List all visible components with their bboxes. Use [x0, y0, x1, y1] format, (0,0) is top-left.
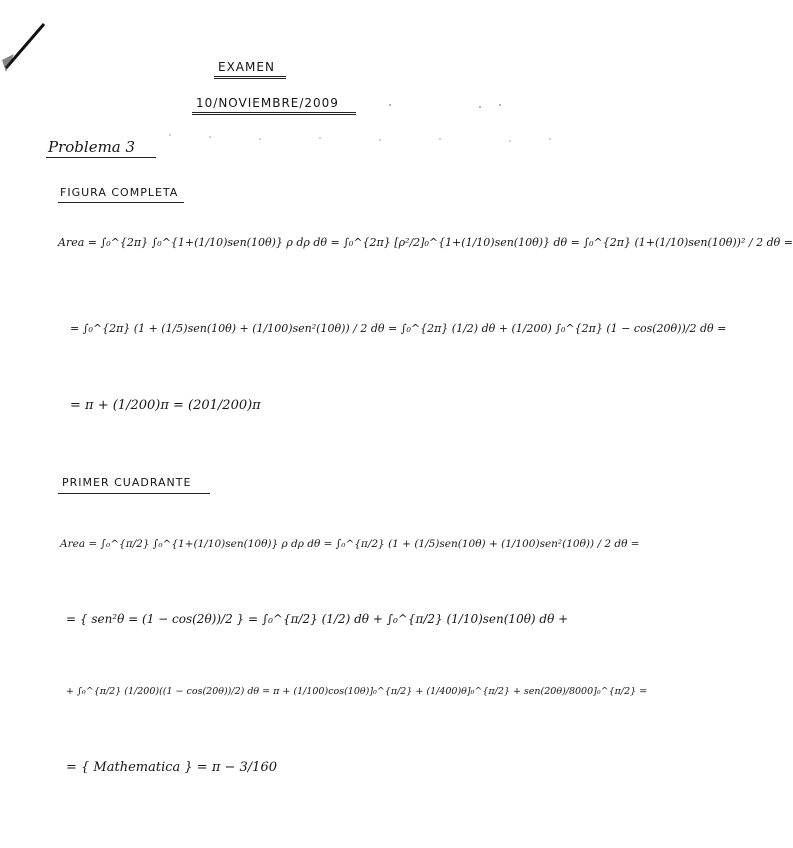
section-heading-underline-2	[58, 493, 210, 494]
primer-cuadrante-line-4: = { Mathematica } = π − 3/160	[66, 760, 277, 775]
exam-title-underline	[214, 76, 286, 79]
primer-cuadrante-line-1: Area = ∫₀^{π/2} ∫₀^{1+(1/10)sen(10θ)} ρ dρ dθ = ∫₀^{π/2} (1 + (1/5)sen(10θ) + (1/100)sen²(10θ)) / 2 dθ =	[60, 538, 640, 550]
section-heading-underline	[58, 202, 184, 203]
primer-cuadrante-line-3: + ∫₀^{π/2} (1/200)((1 − cos(20θ))/2) dθ = π + (1/100)cos(10θ)]₀^{π/2} + (1/400)θ]₀^{π/2} + sen(20θ)/8000]₀^{π/2} =	[66, 686, 648, 697]
figura-completa-line-1: Area = ∫₀^{2π} ∫₀^{1+(1/10)sen(10θ)} ρ dρ dθ = ∫₀^{2π} [ρ²/2]₀^{1+(1/10)sen(10θ)} dθ = ∫₀^{2π} (1+(1/10)sen(10θ))² / 2 dθ =	[58, 236, 793, 249]
figura-completa-line-3: = π + (1/200)π = (201/200)π	[70, 398, 261, 413]
primer-cuadrante-line-2: = { sen²θ = (1 − cos(2θ))/2 } = ∫₀^{π/2} (1/2) dθ + ∫₀^{π/2} (1/10)sen(10θ) dθ +	[66, 612, 569, 626]
exam-title: EXAMEN	[218, 60, 275, 74]
section-heading-figura-completa: FIGURA COMPLETA	[60, 186, 179, 199]
scan-noise	[150, 95, 570, 155]
section-heading-primer-cuadrante: PRIMER CUADRANTE	[62, 476, 192, 489]
exam-date: 10/NOVIEMBRE/2009	[196, 96, 339, 110]
pen-stroke-mark	[0, 10, 60, 80]
problem-label: Problema 3	[48, 138, 136, 156]
problem-label-underline	[46, 157, 156, 158]
figura-completa-line-2: = ∫₀^{2π} (1 + (1/5)sen(10θ) + (1/100)sen²(10θ)) / 2 dθ = ∫₀^{2π} (1/2) dθ + (1/200) ∫₀^{2π} (1 − cos(20θ))/2 dθ =	[70, 322, 727, 335]
